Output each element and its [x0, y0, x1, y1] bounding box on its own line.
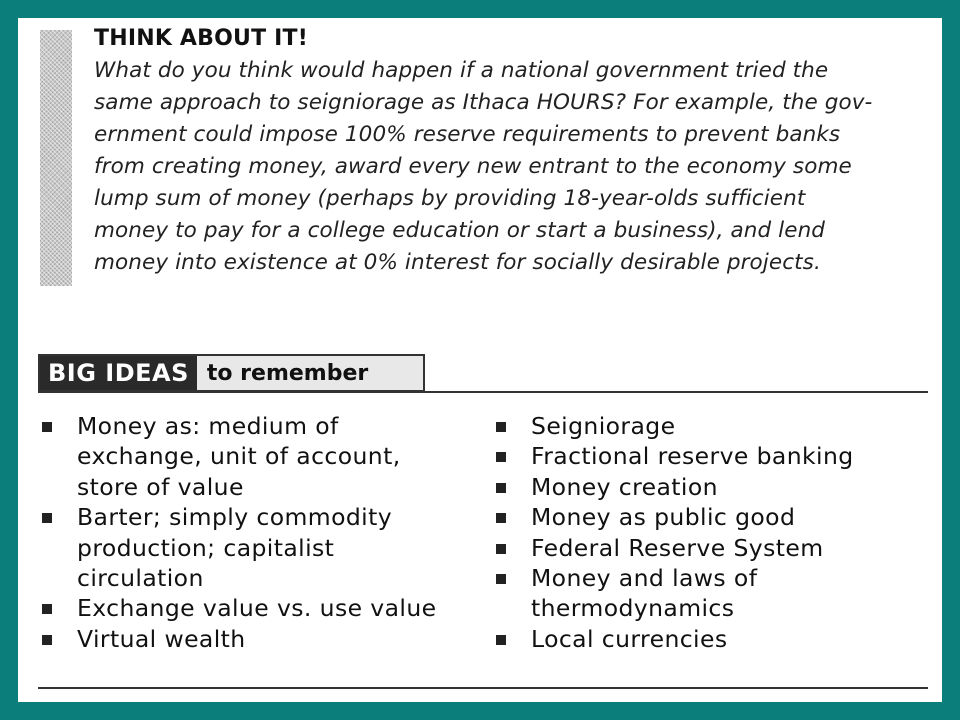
big-ideas-left-list: [42, 411, 437, 654]
list-item-text: Virtual wealth: [77, 624, 246, 653]
think-text-line: money into existence at 0% interest for socially desirable projects.: [94, 250, 821, 275]
list-item: [42, 593, 437, 623]
list-item-text: store of value: [77, 472, 244, 501]
think-text-line: same approach to seigniorage as Ithaca HOURS? For example, the gov-: [94, 90, 873, 115]
think-text-line: from creating money, award every new entrant to the economy some: [94, 154, 852, 179]
textbook-page: [18, 18, 942, 702]
square-bullet-icon: [42, 604, 52, 614]
list-item-text: Money and laws of: [531, 564, 758, 593]
list-item: [42, 502, 437, 593]
list-item: [496, 411, 854, 441]
list-item-text: production; capitalist: [77, 533, 335, 562]
square-bullet-icon: [42, 422, 52, 432]
list-item: [42, 624, 437, 654]
list-item-text: Local currencies: [531, 624, 728, 653]
section-divider-top: [38, 391, 928, 393]
list-item-text: Money creation: [531, 472, 718, 501]
square-bullet-icon: [496, 513, 506, 523]
square-bullet-icon: [42, 635, 52, 645]
list-item-text: Fractional reserve banking: [531, 442, 854, 471]
list-item: [42, 411, 437, 502]
list-item: [496, 624, 854, 654]
to-remember-label: to remember: [197, 356, 423, 390]
list-item-text: circulation: [77, 564, 204, 593]
square-bullet-icon: [496, 452, 506, 462]
list-item-text: Money as: medium of: [77, 412, 339, 440]
sidebar-shade-bar: [40, 30, 72, 286]
list-item-text: exchange, unit of account,: [77, 442, 401, 471]
square-bullet-icon: [42, 513, 52, 523]
think-text-line: lump sum of money (perhaps by providing 18-year-olds sufficient: [94, 186, 806, 211]
list-item: [496, 472, 854, 502]
big-ideas-header: [38, 354, 425, 392]
list-item-text: Exchange value vs. use value: [77, 594, 437, 623]
square-bullet-icon: [496, 635, 506, 645]
think-about-it-title: THINK ABOUT IT!: [94, 26, 308, 51]
list-item-text: Barter; simply commodity: [77, 503, 393, 532]
square-bullet-icon: [496, 574, 506, 584]
list-item: [496, 563, 854, 624]
square-bullet-icon: [496, 422, 506, 432]
big-ideas-right-list: [496, 411, 854, 654]
section-divider-bottom: [38, 687, 928, 689]
think-text-line: ernment could impose 100% reserve requirements to prevent banks: [94, 122, 841, 147]
list-item: [496, 533, 854, 563]
square-bullet-icon: [496, 483, 506, 493]
list-item-text: Money as public good: [531, 503, 796, 532]
big-ideas-label: BIG IDEAS: [40, 356, 197, 390]
square-bullet-icon: [496, 544, 506, 554]
list-item: [496, 441, 854, 471]
list-item-text: Federal Reserve System: [531, 533, 824, 562]
think-text-line: money to pay for a college education or start a business), and lend: [94, 218, 826, 243]
list-item-text: thermodynamics: [531, 594, 735, 623]
think-text-line: What do you think would happen if a national government tried the: [94, 58, 829, 83]
list-item-text: Seigniorage: [531, 412, 676, 440]
list-item: [496, 502, 854, 532]
